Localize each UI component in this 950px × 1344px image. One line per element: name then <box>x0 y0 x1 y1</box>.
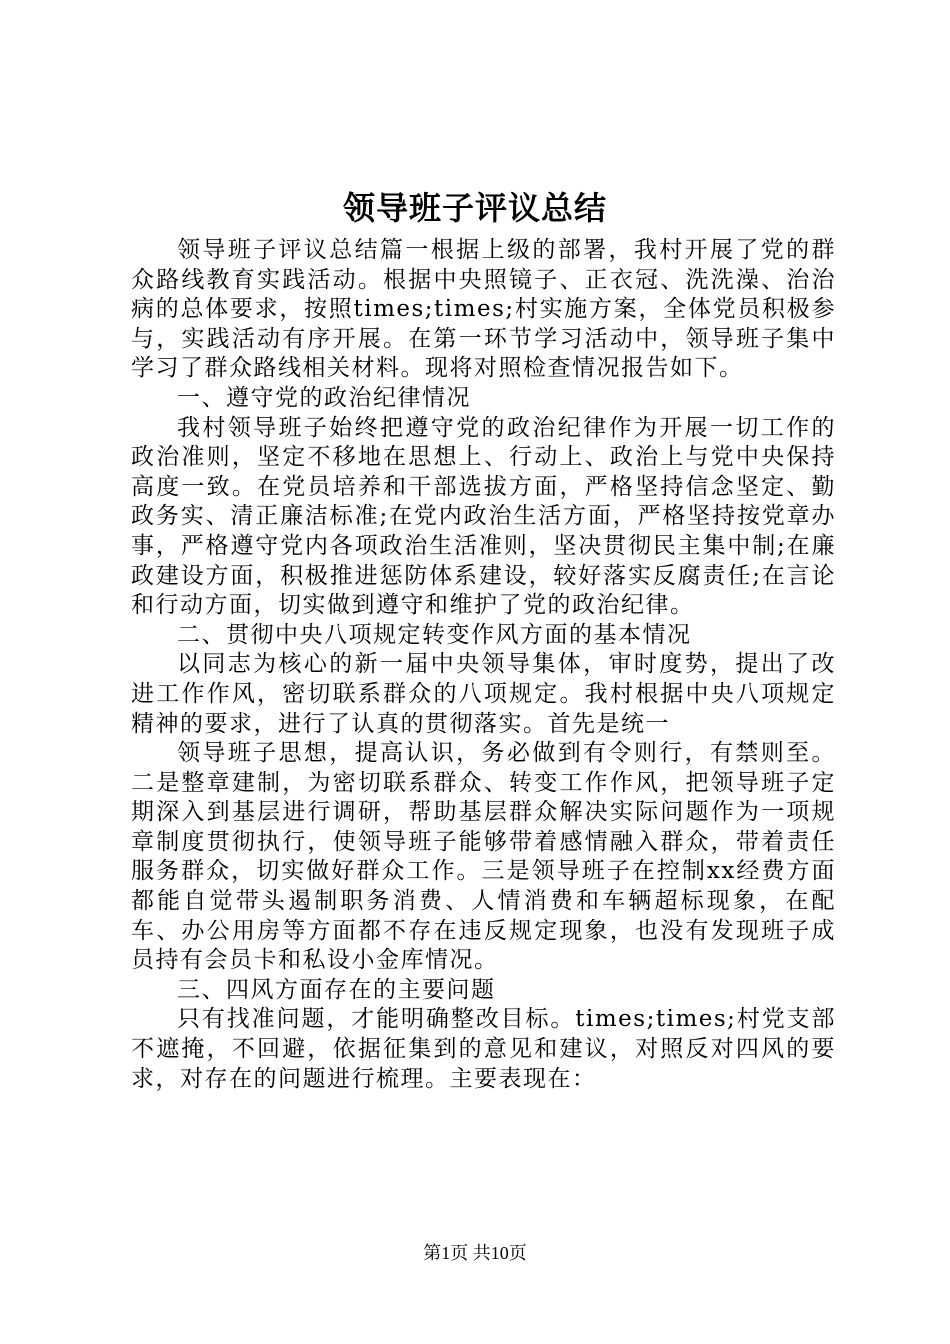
paragraph-intro: 领导班子评议总结篇一根据上级的部署，我村开展了党的群众路线教育实践活动。根据中央照镜子、正衣冠、洗洗澡、治治病的总体要求，按照times;times;村实施方案，全体党员积极参与，实践活动有序开展。在第一环节学习活动中，领导班子集中学习了群众路线相关材料。现将对照检查情况报告如下。 <box>131 237 836 382</box>
section-heading-3: 三、四风方面存在的主要问题 <box>177 976 496 1003</box>
page-number-footer: 第1页 共10页 <box>423 1243 527 1263</box>
paragraph-section-3: 只有找准问题，才能明确整改目标。times;times;村党支部不遮掩，不回避，依据征集到的意见和建议，对照反对四风的要求，对存在的问题进行梳理。主要表现在： <box>131 1006 836 1092</box>
paragraph-section-2b: 领导班子思想，提高认识，务必做到有令则行，有禁则至。二是整章建制，为密切联系群众、转变工作作风，把领导班子定期深入到基层进行调研，帮助基层群众解决实际问题作为一项规章制度贯彻执行，使领导班子能够带着感情融入群众，带着责任服务群众，切实做好群众工作。三是领导班子在控制xx经费方面都能自觉带头遏制职务消费、人情消费和车辆超标现象，在配车、办公用房等方面都不存在违反规定现象，也没有发现班子成员持有会员卡和私设小金库情况。 <box>131 740 836 974</box>
document-body <box>131 236 836 1094</box>
paragraph-section-1: 我村领导班子始终把遵守党的政治纪律作为开展一切工作的政治准则，坚定不移地在思想上、行动上、政治上与党中央保持高度一致。在党员培养和干部选拔方面，严格坚持信念坚定、勤政务实、清正廉洁标准;在党内政治生活方面，严格坚持按党章办事，严格遵守党内各项政治生活准则，坚决贯彻民主集中制;在廉政建设方面，积极推进惩防体系建设，较好落实反腐责任;在言论和行动方面，切实做到遵守和维护了党的政治纪律。 <box>131 414 836 619</box>
document-title: 领导班子评议总结 <box>342 189 607 227</box>
paragraph-section-2a: 以同志为核心的新一届中央领导集体，审时度势，提出了改进工作作风，密切联系群众的八项规定。我村根据中央八项规定精神的要求，进行了认真的贯彻落实。首先是统一 <box>131 651 836 737</box>
section-heading-1: 一、遵守党的政治纪律情况 <box>177 384 471 411</box>
section-heading-2: 二、贯彻中央八项规定转变作风方面的基本情况 <box>177 621 692 648</box>
